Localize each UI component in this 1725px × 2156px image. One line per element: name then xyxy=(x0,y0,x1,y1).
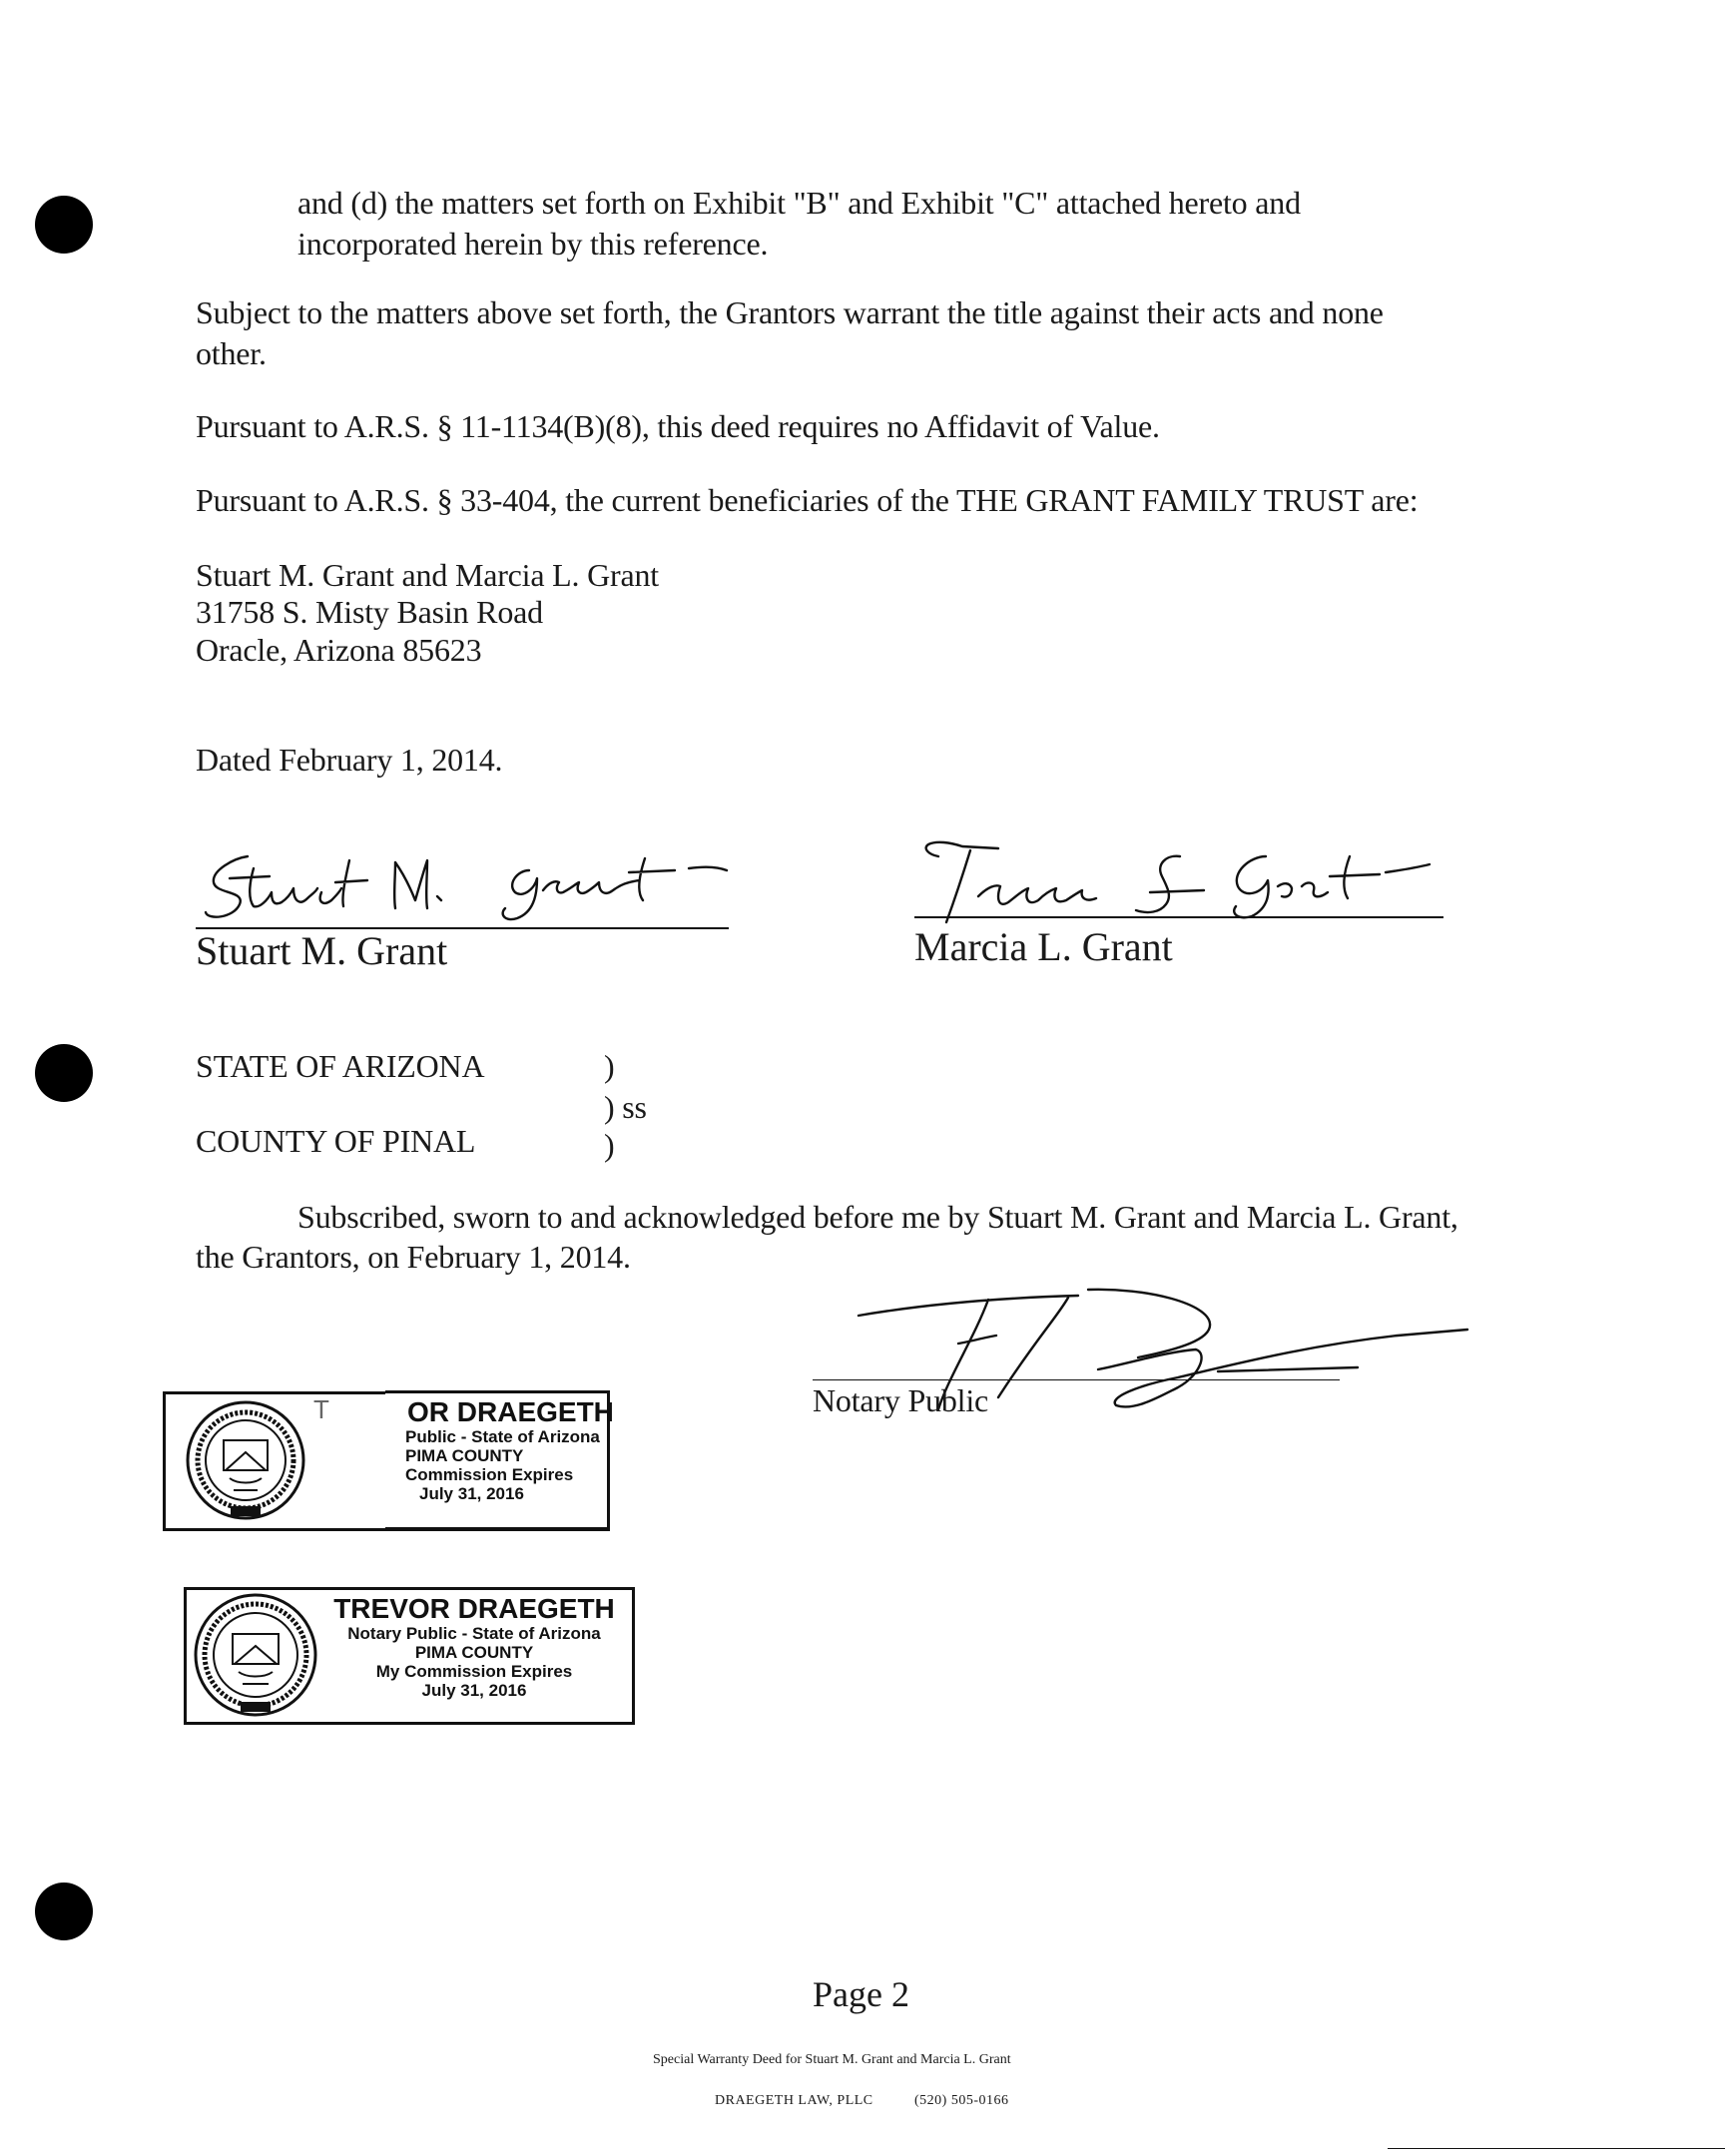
notary-stamp-partial xyxy=(163,1391,614,1531)
para1-line2: incorporated herein by this reference. xyxy=(297,226,769,262)
beneficiary-city: Oracle, Arizona 85623 xyxy=(196,632,482,668)
stamp-partial-expiry: July 31, 2016 xyxy=(419,1484,524,1503)
stamp-notary-title: Notary Public - State of Arizona xyxy=(347,1624,601,1643)
binder-hole-top xyxy=(35,196,93,254)
venue-paren-ss: ) ss xyxy=(604,1089,647,1125)
venue-paren-1: ) xyxy=(604,1048,615,1084)
arizona-seal-icon-partial xyxy=(186,1398,305,1522)
footer-doc-title: Special Warranty Deed for Stuart M. Grant and Marcia L. Grant xyxy=(653,2052,1011,2067)
notary-signature-line xyxy=(813,1379,1340,1380)
beneficiary-names: Stuart M. Grant and Marcia L. Grant xyxy=(196,557,659,593)
stamp-partial-name: OR DRAEGETH xyxy=(407,1396,614,1427)
stamp-commission-label: My Commission Expires xyxy=(375,1662,573,1681)
grantor2-name: Marcia L. Grant xyxy=(914,924,1173,969)
stamp-partial-text xyxy=(385,1396,614,1503)
venue-state: STATE OF ARIZONA xyxy=(196,1048,485,1084)
venue-county: COUNTY OF PINAL xyxy=(196,1123,476,1159)
stamp-partial-title: Public - State of Arizona xyxy=(405,1427,600,1446)
arizona-seal-icon xyxy=(193,1592,318,1718)
notary-public-label: Notary Public xyxy=(813,1382,989,1418)
beneficiary-street: 31758 S. Misty Basin Road xyxy=(196,594,543,630)
venue-paren-3: ) xyxy=(604,1127,615,1163)
para1-line1: and (d) the matters set forth on Exhibit "B" and Exhibit "C" attached hereto and xyxy=(297,185,1301,221)
grantor2-signature-line xyxy=(914,916,1443,918)
grantor1-name: Stuart M. Grant xyxy=(196,928,448,973)
page-number: Page 2 xyxy=(813,1974,909,2014)
binder-hole-middle xyxy=(35,1044,93,1102)
stamp-text xyxy=(318,1594,630,1700)
notary-stamp xyxy=(184,1587,635,1725)
stamp-partial-commission: Commission Expires xyxy=(405,1465,574,1484)
para2-line1: Subject to the matters above set forth, the Grantors warrant the title against their acts and none xyxy=(196,294,1384,330)
binder-hole-bottom xyxy=(35,1883,93,1940)
stamp-county: PIMA COUNTY xyxy=(414,1643,534,1662)
footer-firm: DRAEGETH LAW, PLLC xyxy=(715,2093,873,2108)
stuart-grant-signature xyxy=(200,848,739,928)
corner-rule xyxy=(1388,2148,1725,2149)
stamp-commission-expiry: July 31, 2016 xyxy=(421,1681,527,1700)
stamp-notary-name: TREVOR DRAEGETH xyxy=(333,1593,615,1624)
affidavit-exemption: Pursuant to A.R.S. § 11-1134(B)(8), this deed requires no Affidavit of Value. xyxy=(196,408,1160,444)
para2-line2: other. xyxy=(196,335,267,371)
acknowledgment-line1: Subscribed, sworn to and acknowledged before me by Stuart M. Grant and Marcia L. Grant, xyxy=(297,1199,1458,1235)
marcia-grant-signature xyxy=(910,836,1449,926)
acknowledgment-line2: the Grantors, on February 1, 2014. xyxy=(196,1239,631,1275)
dated-line: Dated February 1, 2014. xyxy=(196,742,503,778)
stamp-partial-county: PIMA COUNTY xyxy=(405,1446,524,1465)
stamp-partial-t: T xyxy=(313,1394,329,1424)
footer-phone: (520) 505-0166 xyxy=(914,2093,1009,2108)
beneficiaries-statement: Pursuant to A.R.S. § 33-404, the current beneficiaries of the THE GRANT FAMILY TRUST are: xyxy=(196,482,1419,518)
stamp-partial-panel xyxy=(385,1390,614,1530)
